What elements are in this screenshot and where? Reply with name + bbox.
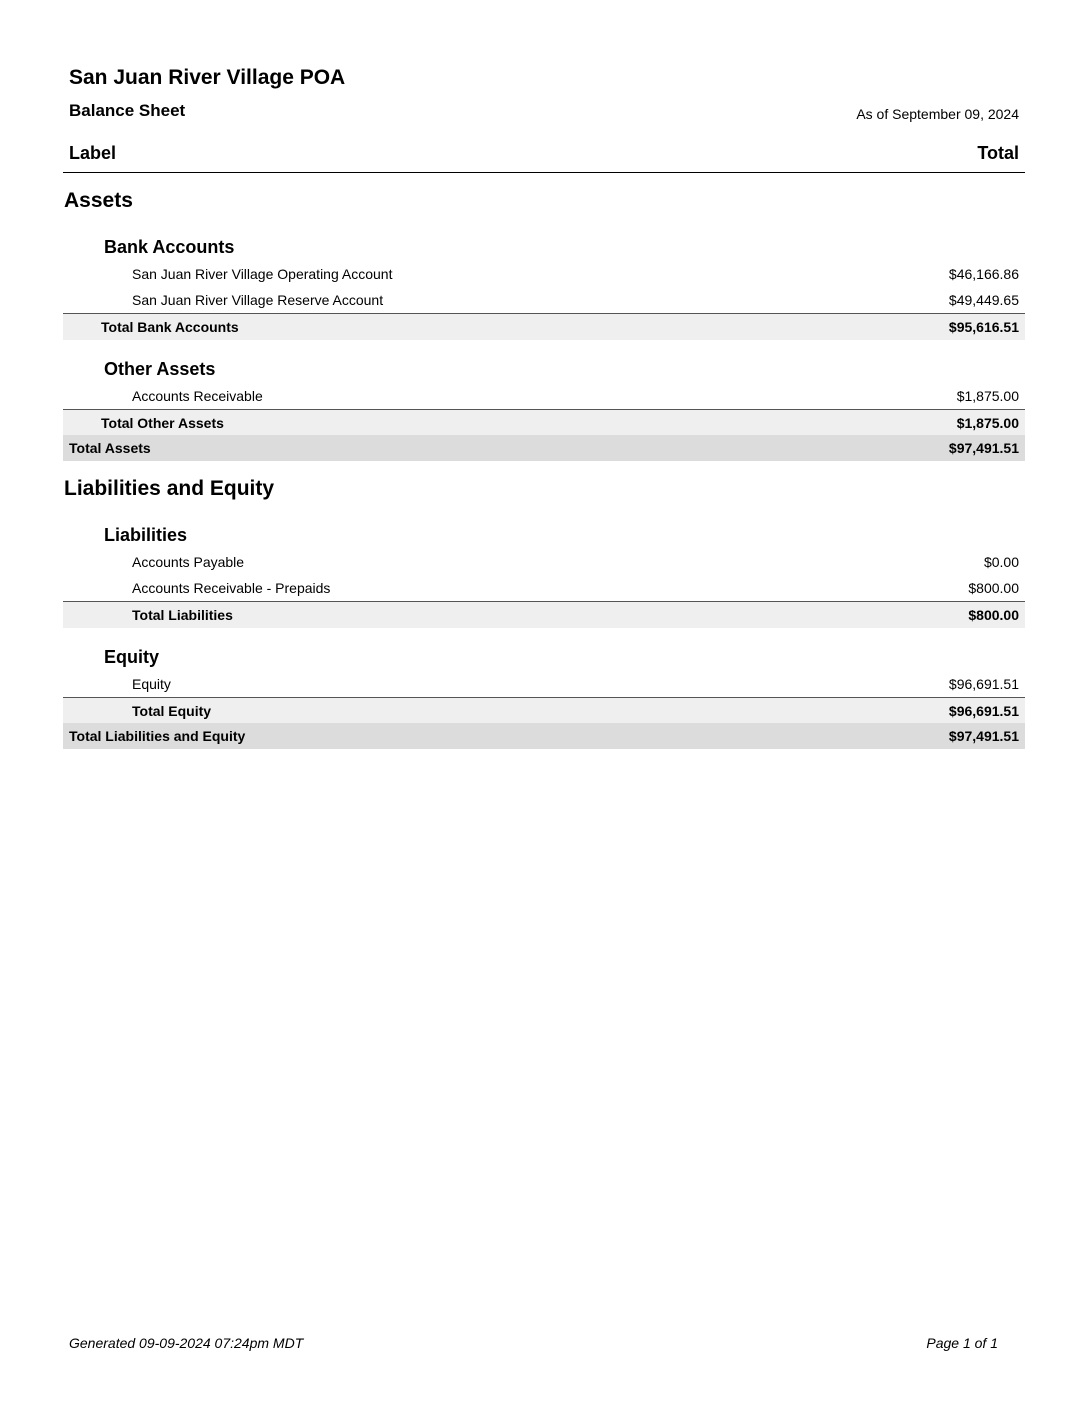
subtotal-row-liabilities: [63, 601, 1025, 628]
section-heading-assets: Assets: [64, 189, 133, 212]
subtotal-amount: $95,616.51: [948, 319, 1019, 335]
row-label: Accounts Receivable: [132, 388, 263, 404]
total-amount: $97,491.51: [948, 440, 1019, 456]
header-divider: [63, 172, 1025, 173]
row-amount: $46,166.86: [948, 266, 1019, 282]
report-title: Balance Sheet: [69, 101, 186, 120]
page-number: Page 1 of 1: [926, 1335, 998, 1351]
table-row: [63, 575, 1025, 601]
subtotal-row-other-assets: [63, 409, 1025, 436]
total-label: Total Assets: [69, 440, 151, 456]
subtotal-amount: $96,691.51: [948, 703, 1019, 719]
report-date: As of September 09, 2024: [856, 106, 1019, 122]
total-row-liabilities-equity: [63, 723, 1025, 749]
table-row: [63, 549, 1025, 575]
group-heading-bank-accounts: Bank Accounts: [104, 237, 235, 257]
row-amount: $800.00: [968, 580, 1019, 596]
row-amount: $49,449.65: [948, 292, 1019, 308]
row-amount: $0.00: [983, 554, 1019, 570]
group-heading-equity: Equity: [104, 647, 160, 667]
subtotal-label: Total Other Assets: [101, 415, 224, 431]
group-heading-other-assets: Other Assets: [104, 359, 216, 379]
total-amount: $97,491.51: [948, 728, 1019, 744]
row-amount: $96,691.51: [948, 676, 1019, 692]
total-row-assets: [63, 435, 1025, 461]
row-label: Equity: [132, 676, 171, 692]
subtotal-amount: $1,875.00: [956, 415, 1019, 431]
row-label: San Juan River Village Reserve Account: [132, 292, 384, 308]
table-row: [63, 287, 1025, 313]
column-header-total: Total: [977, 143, 1019, 163]
row-label: San Juan River Village Operating Account: [132, 266, 393, 282]
subtotal-label: Total Liabilities: [132, 607, 233, 623]
table-row: [63, 383, 1025, 409]
subtotal-row-bank-accounts: [63, 313, 1025, 340]
section-heading-liabilities-equity: Liabilities and Equity: [64, 477, 275, 500]
organization-name: San Juan River Village POA: [69, 66, 346, 89]
subtotal-label: Total Bank Accounts: [101, 319, 239, 335]
row-label: Accounts Payable: [132, 554, 245, 570]
subtotal-amount: $800.00: [968, 607, 1019, 623]
group-heading-liabilities: Liabilities: [104, 525, 188, 545]
table-row: [63, 671, 1025, 697]
table-row: [63, 261, 1025, 287]
generated-timestamp: Generated 09-09-2024 07:24pm MDT: [69, 1335, 304, 1351]
column-header-label: Label: [69, 143, 117, 163]
row-amount: $1,875.00: [956, 388, 1019, 404]
row-label: Accounts Receivable - Prepaids: [132, 580, 331, 596]
total-label: Total Liabilities and Equity: [69, 728, 246, 744]
subtotal-label: Total Equity: [132, 703, 212, 719]
subtotal-row-equity: [63, 697, 1025, 724]
